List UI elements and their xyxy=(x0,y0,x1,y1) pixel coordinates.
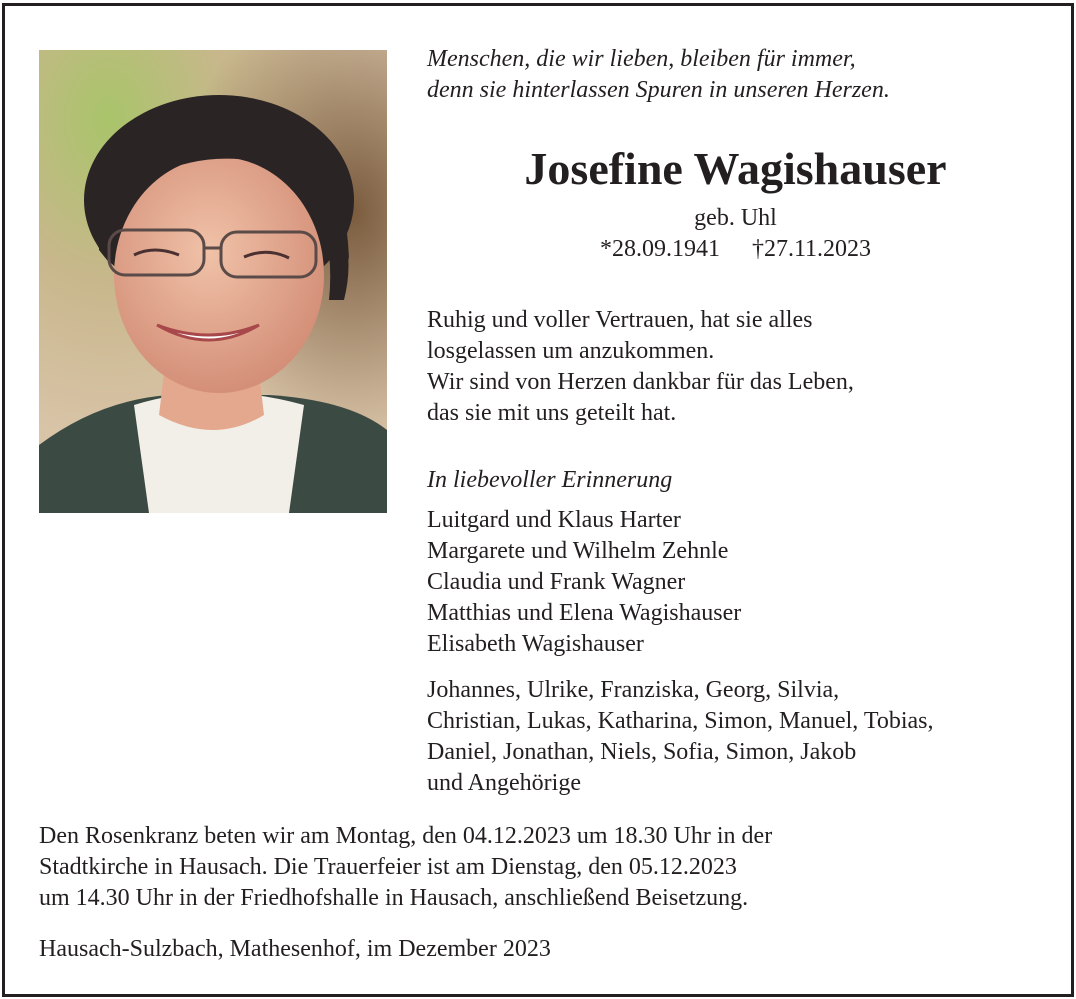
birth-name: geb. Uhl xyxy=(694,205,777,231)
family-member: Claudia und Frank Wagner xyxy=(427,569,686,595)
grandchildren-line: Christian, Lukas, Katharina, Simon, Manuel, Tobias, xyxy=(427,708,934,734)
service-notice-line: Stadtkirche in Hausach. Die Trauerfeier ist am Dienstag, den 05.12.2023 xyxy=(39,854,737,880)
death-date: †27.11.2023 xyxy=(751,236,872,262)
motto xyxy=(427,44,890,106)
memory-heading: In liebevoller Erinnerung xyxy=(427,467,673,493)
motto-line: denn sie hinterlassen Spuren in unseren Herzen. xyxy=(427,77,890,103)
motto-line: Menschen, die wir lieben, bleiben für immer, xyxy=(427,46,856,72)
deceased-name: Josefine Wagishauser xyxy=(524,143,947,194)
service-notice xyxy=(39,821,772,914)
life-dates xyxy=(427,234,1044,265)
poem-line: Ruhig und voller Vertrauen, hat sie alles xyxy=(427,307,813,333)
grandchildren-line: und Angehörige xyxy=(427,770,581,796)
family-member: Margarete und Wilhelm Zehnle xyxy=(427,538,729,564)
poem-line: das sie mit uns geteilt hat. xyxy=(427,400,677,426)
poem xyxy=(427,305,854,429)
family-member: Elisabeth Wagishauser xyxy=(427,631,644,657)
family-member: Luitgard und Klaus Harter xyxy=(427,507,681,533)
service-notice-line: Den Rosenkranz beten wir am Montag, den 04.12.2023 um 18.30 Uhr in der xyxy=(39,823,773,849)
service-notice-line: um 14.30 Uhr in der Friedhofshalle in Hausach, anschließend Beisetzung. xyxy=(39,885,749,911)
grandchildren-list xyxy=(427,675,933,799)
portrait-photo xyxy=(39,50,387,513)
poem-line: Wir sind von Herzen dankbar für das Leben, xyxy=(427,369,854,395)
family-member: Matthias und Elena Wagishauser xyxy=(427,600,742,626)
grandchildren-line: Daniel, Jonathan, Niels, Sofia, Simon, Jakob xyxy=(427,739,857,765)
family-list xyxy=(427,505,741,660)
poem-line: losgelassen um anzukommen. xyxy=(427,338,715,364)
place-date: Hausach-Sulzbach, Mathesenhof, im Dezember 2023 xyxy=(39,936,551,962)
birth-date: *28.09.1941 xyxy=(599,236,720,262)
grandchildren-line: Johannes, Ulrike, Franziska, Georg, Silvia, xyxy=(427,677,840,703)
